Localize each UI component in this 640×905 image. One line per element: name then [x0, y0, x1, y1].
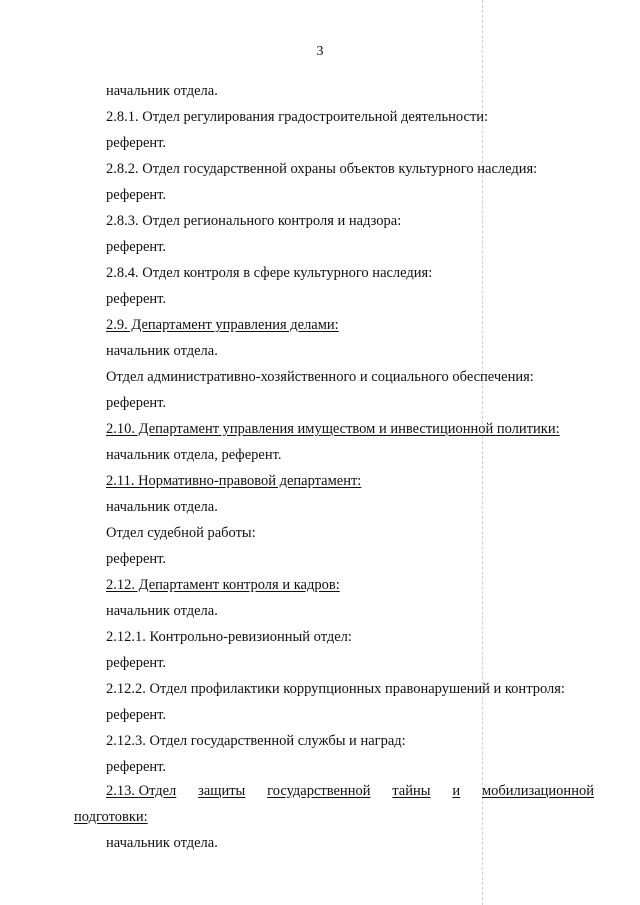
text-line: Отдел судебной работы: — [106, 525, 256, 541]
text-line: 2.12.3. Отдел государственной службы и наград: — [106, 733, 406, 749]
text-line: референт. — [106, 759, 167, 775]
heading-word: 2.13. Отдел — [106, 783, 177, 799]
section-heading-213 — [106, 782, 594, 800]
section-heading: 2.9. Департамент управления делами: — [106, 317, 339, 333]
text-line: референт. — [106, 239, 167, 255]
heading-word: государственной — [267, 783, 371, 799]
text-line: референт. — [106, 707, 167, 723]
text-line: референт. — [106, 655, 167, 671]
text-line: 2.8.1. Отдел регулирования градостроительной деятельности: — [106, 109, 489, 125]
text-line: 2.8.2. Отдел государственной охраны объектов культурного наследия: — [106, 161, 538, 177]
page-number: 3 — [316, 44, 324, 59]
text-line: начальник отдела. — [106, 603, 218, 619]
text-line: начальник отдела, референт. — [106, 447, 282, 463]
text-line: 2.8.4. Отдел контроля в сфере культурного наследия: — [106, 265, 433, 281]
text-line: 2.12.1. Контрольно-ревизионный отдел: — [106, 629, 352, 645]
text-line: начальник отдела. — [106, 499, 218, 515]
text-line: референт. — [106, 135, 167, 151]
heading-word: мобилизационной — [481, 783, 594, 799]
section-heading: 2.10. Департамент управления имуществом и инвестиционной политики: — [106, 421, 560, 437]
heading-word: тайны — [392, 783, 431, 799]
heading-word: защиты — [198, 783, 246, 799]
text-line: 2.8.3. Отдел регионального контроля и надзора: — [106, 213, 402, 229]
text-line: 2.12.2. Отдел профилактики коррупционных правонарушений и контроля: — [106, 681, 565, 697]
text-line: начальник отдела. — [106, 835, 218, 851]
text-line: референт. — [106, 551, 167, 567]
text-line: начальник отдела. — [106, 83, 218, 99]
section-heading-continuation: подготовки: — [74, 809, 148, 825]
page-fold-line — [482, 0, 483, 905]
text-line: Отдел административно-хозяйственного и социального обеспечения: — [106, 369, 534, 385]
section-heading: 2.11. Нормативно-правовой департамент: — [106, 473, 362, 489]
text-line: референт. — [106, 187, 167, 203]
text-line: референт. — [106, 291, 167, 307]
heading-word: и — [452, 783, 461, 799]
section-heading: 2.12. Департамент контроля и кадров: — [106, 577, 340, 593]
text-line: начальник отдела. — [106, 343, 218, 359]
text-line: референт. — [106, 395, 167, 411]
